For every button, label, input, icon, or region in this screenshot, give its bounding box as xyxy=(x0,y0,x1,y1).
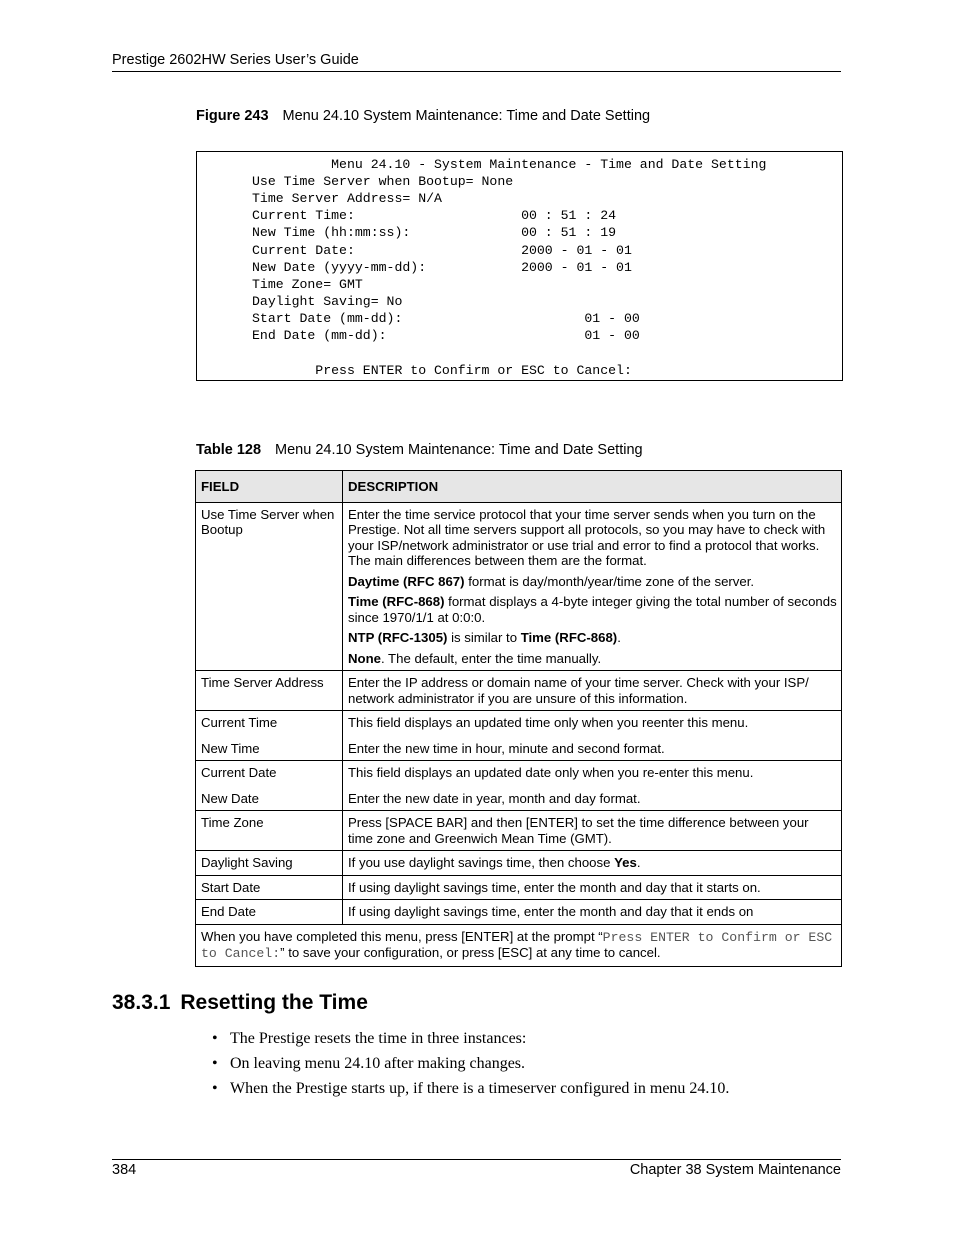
bold-term: Time (RFC-868) xyxy=(520,630,618,645)
description-cell xyxy=(343,761,842,811)
text: format is day/month/year/time zone of the server. xyxy=(464,573,755,589)
table-title: Menu 24.10 System Maintenance: Time and Date Setting xyxy=(275,442,643,458)
section-title: Resetting the Time xyxy=(180,991,368,1014)
header-field: FIELD xyxy=(196,471,343,503)
mono-prompt: Press ENTER to Confirm or ESC to Cancel: xyxy=(201,929,833,961)
text: is similar to xyxy=(447,630,521,645)
table-caption xyxy=(196,442,643,458)
table-number: Table 128 xyxy=(196,442,262,458)
description-cell xyxy=(343,711,842,761)
table-row xyxy=(196,671,842,711)
running-header: Prestige 2602HW Series User’s Guide xyxy=(112,52,359,68)
field-label: New Date xyxy=(201,790,259,806)
header-rule xyxy=(112,71,841,72)
screen-line: End Date (mm-dd): 01 - 00 xyxy=(252,328,640,343)
table-row xyxy=(196,711,842,761)
field-cell: End Date xyxy=(196,900,343,925)
table-row xyxy=(196,875,842,900)
figure-title: Menu 24.10 System Maintenance: Time and Date Setting xyxy=(282,108,651,124)
figure-number: Figure 243 xyxy=(196,108,269,124)
terminal-screen xyxy=(196,151,843,381)
figure-caption xyxy=(196,108,650,124)
screen-line: Start Date (mm-dd): 01 - 00 xyxy=(252,311,640,326)
description-text: Enter the new time in hour, minute and second format. xyxy=(348,740,665,756)
field-cell: Time Server Address xyxy=(196,671,343,711)
description-cell: If using daylight savings time, enter the month and day that it starts on. xyxy=(343,875,842,900)
text: When you have completed this menu, press [ENTER] at the prompt “ xyxy=(201,928,603,944)
text: ” to save your configuration, or press [ESC] at any time to cancel. xyxy=(280,945,661,960)
bullet-list xyxy=(212,1030,729,1105)
description-cell xyxy=(343,851,842,876)
description-text xyxy=(348,594,837,625)
screen-line: Use Time Server when Bootup= None xyxy=(252,174,514,189)
screen-line: Time Server Address= N/A xyxy=(252,191,442,206)
footer-rule xyxy=(112,1159,841,1160)
description-cell: Press [SPACE BAR] and then [ENTER] to set the time difference between your time zone and Greenwich Mean Time (GMT). xyxy=(343,811,842,851)
field-label: Current Date xyxy=(201,765,277,780)
description-cell: Enter the IP address or domain name of your time server. Check with your ISP/ network administrator if you are unsure of this information. xyxy=(343,671,842,711)
table-row xyxy=(196,851,842,876)
screen-line: Daylight Saving= No xyxy=(252,294,403,309)
bold-term: NTP (RFC-1305) xyxy=(348,630,448,645)
chapter-title: Chapter 38 System Maintenance xyxy=(629,1162,841,1178)
description-text: Enter the new date in year, month and day format. xyxy=(348,790,641,806)
field-cell: Daylight Saving xyxy=(196,851,343,876)
table-row xyxy=(196,900,842,925)
bold-term: None xyxy=(348,650,381,666)
description-text: This field displays an updated time only when you reenter this menu. xyxy=(348,715,749,730)
field-cell: Time Zone xyxy=(196,811,343,851)
screen-line: Press ENTER to Confirm or ESC to Cancel: xyxy=(252,363,632,378)
table-footer-cell xyxy=(196,924,842,966)
screen-line: Current Time: 00 : 51 : 24 xyxy=(252,208,617,223)
description-cell xyxy=(343,502,842,671)
table-row xyxy=(196,811,842,851)
field-cell: Use Time Server when Bootup xyxy=(196,502,343,671)
header-description: DESCRIPTION xyxy=(343,471,842,503)
description-cell: If using daylight savings time, enter the month and day that it ends on xyxy=(343,900,842,925)
page-number: 384 xyxy=(112,1162,137,1178)
text: format displays a 4-byte integer giving the total number of seconds since 1970/1/1 at 0:0:0. xyxy=(348,594,837,625)
bold-term: Yes xyxy=(614,855,637,870)
screen-line: Menu 24.10 - System Maintenance - Time and Date Setting xyxy=(252,157,767,172)
description-text xyxy=(348,651,837,667)
text: . xyxy=(636,855,641,870)
field-cell xyxy=(196,761,343,811)
list-item: • On leaving menu 24.10 after making changes. xyxy=(212,1055,729,1080)
description-text: This field displays an updated date only when you re-enter this menu. xyxy=(348,765,754,780)
bold-term: Time (RFC-868) xyxy=(348,594,445,609)
description-text xyxy=(348,574,837,590)
table-footer-row xyxy=(196,924,842,966)
field-description-table xyxy=(195,470,842,967)
field-label: New Time xyxy=(201,740,260,756)
screen-line: New Date (yyyy-mm-dd): 2000 - 01 - 01 xyxy=(252,260,632,275)
field-label: Current Time xyxy=(201,715,278,730)
list-item: • When the Prestige starts up, if there is a timeserver configured in menu 24.10. xyxy=(212,1080,729,1105)
section-heading xyxy=(112,991,368,1015)
text: . xyxy=(617,630,621,645)
screen-line: New Time (hh:mm:ss): 00 : 51 : 19 xyxy=(252,225,617,240)
table-row xyxy=(196,761,842,811)
list-item: • The Prestige resets the time in three instances: xyxy=(212,1030,729,1055)
bold-term: Daytime (RFC 867) xyxy=(348,573,465,589)
table-row xyxy=(196,502,842,671)
screen-line: Time Zone= GMT xyxy=(252,277,363,292)
table-header-row xyxy=(196,471,842,503)
text: . The default, enter the time manually. xyxy=(380,650,602,666)
section-number: 38.3.1 xyxy=(112,991,171,1014)
text: If you use daylight savings time, then choose xyxy=(348,855,615,870)
description-text xyxy=(348,630,837,646)
description-text: Enter the time service protocol that your time server sends when you turn on the Prestige. Not all time servers support all protocols, so you may have to check with your ISP/network administrator or use trial and error to find a protocol that works. The main differences between them are the format. xyxy=(348,506,826,568)
field-cell xyxy=(196,711,343,761)
screen-line: Current Date: 2000 - 01 - 01 xyxy=(252,243,632,258)
field-cell: Start Date xyxy=(196,875,343,900)
